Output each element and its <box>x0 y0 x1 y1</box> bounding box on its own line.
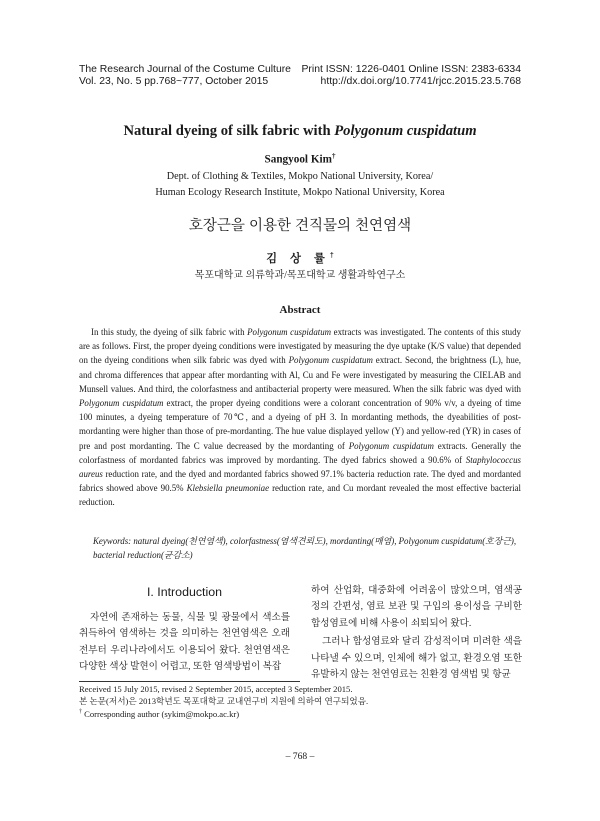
species-name: Polygonum cuspidatum <box>79 398 164 409</box>
abstract-text: In this study, the dyeing of silk fabric with <box>91 327 248 337</box>
korean-title: 호장근을 이용한 견직물의 천연염색 <box>188 218 412 234</box>
author-affiliation <box>0 169 600 201</box>
left-column <box>79 585 290 676</box>
header-row-1 <box>79 64 521 76</box>
affiliation-line-1: Dept. of Clothing & Textiles, Mokpo National University, Korea/ <box>166 171 434 182</box>
intro-paragraph-right-1: 하여 산업화, 대중화에 어려움이 많았으며, 염색공정의 간편성, 염료 보관 및 구입의 용이성을 구비한 합성염료에 비해 사용이 쇠퇴되어 왔다. <box>311 585 522 629</box>
korean-corresponding-mark: † <box>329 252 334 260</box>
intro-paragraph-right-2: 그러나 합성염료와 달리 감성적이며 미려한 색을 나타낼 수 있으며, 인체에 해가 없고, 환경오염 또한 유발하지 않는 천연염료는 친환경 염색법 및 항균 <box>311 636 522 681</box>
doi-link[interactable]: http://dx.doi.org/10.7741/rjcc.2015.23.5.768 <box>320 76 521 87</box>
korean-author-text: 김 상 률 <box>266 253 330 265</box>
abstract-heading: Abstract <box>279 304 321 316</box>
title-text: Natural dyeing of silk fabric with <box>123 123 335 139</box>
footnotes <box>79 684 368 721</box>
page-number: – 768 – <box>285 751 315 762</box>
journal-name: The Research Journal of the Costume Culture <box>79 64 291 75</box>
author-name <box>0 152 600 166</box>
corresponding-mark: † <box>331 152 336 160</box>
species-name: Polygonum cuspidatum <box>348 440 434 451</box>
right-column <box>311 583 522 683</box>
footnote-rule <box>79 681 300 682</box>
abstract-text: extracts was investigated. The contents of this study are as follows. First, the proper dyeing conditions were investigated by measuring the dye uptake (K/S value) that depended on the dyeing conditions when silk fabric was dyed with <box>79 327 521 366</box>
species-name: Polygonum cuspidatum <box>247 327 332 337</box>
abstract-text: extracts. Generally the colorfastness of mordanted fabrics was improved by mordanting. The dyed fabrics showed a 90.6% of <box>79 440 521 465</box>
korean-author <box>0 250 600 266</box>
affiliation-line-2: Human Ecology Research Institute, Mokpo National University, Korea <box>155 187 445 198</box>
abstract-text: extract. Second, the brightness (L), hue, and chroma differences that appear after mordanting with Al, Cu and Fe were investigated by measuring the CIELAB and Munsell values. And third, the colorfastness and antibacterial property were measured. When the silk fabric was dyed with <box>79 355 521 394</box>
paper-title <box>0 123 600 140</box>
species-name: Polygonum cuspidatum <box>288 355 373 366</box>
title-species: Polygonum cuspidatum <box>334 123 477 139</box>
korean-affiliation: 목포대학교 의류학과/목포대학교 생활과학연구소 <box>194 270 406 281</box>
funding-note: 본 논문(저서)은 2013학년도 목포대학교 교내연구비 지원에 의하여 연구되었음. <box>79 695 369 706</box>
header-row-2 <box>79 76 521 88</box>
corresponding-email[interactable]: Corresponding author (sykim@mokpo.ac.kr) <box>82 709 240 720</box>
page-header <box>79 64 521 88</box>
abstract-text: extract, the proper dyeing conditions were a colorant concentration of 90% v/v, a dyeing of time 100 minutes, a dyeing temperature of 70℃, and a dyeing of pH 3. In mordanting methods, the dyeabilities of post-mordanting were higher than those of pre-mordanting. The hue value displayed yellow (Y) and yellow-red (YR) in cases of pre and post mordanting. The C value decreased by the mordanting of <box>79 398 521 451</box>
volume-info: Vol. 23, No. 5 pp.768~777, October 2015 <box>79 76 269 87</box>
corresponding-author <box>79 707 368 720</box>
species-name: Klebsiella pneumoniae <box>186 483 270 494</box>
dagger-mark: † <box>79 709 82 716</box>
section-heading: I. Introduction <box>146 585 223 599</box>
species-name: Staphylococcus aureus <box>79 454 521 480</box>
abstract-text: reduction rate, and Cu mordant revealed the most effective bacterial reduction. <box>79 483 521 508</box>
intro-paragraph-left: 자연에 존재하는 동물, 식물 및 광물에서 색소를 취득하여 염색하는 것을 의미하는 천연염색은 오래전부터 우리나라에서도 이용되어 왔다. 천연염색은 다양한 색상 발현이 어렵고, 또한 염색방법이 복잡 <box>79 612 290 673</box>
keywords: Keywords: natural dyeing(천연염색), colorfastness(염색견뢰도), mordanting(매염), Polygonum cuspidatum(호장근), bacterial reduction(균감소) <box>93 536 517 560</box>
received-dates: Received 15 July 2015, revised 2 September 2015, accepted 3 September 2015. <box>79 684 353 694</box>
issn: Print ISSN: 1226-0401 Online ISSN: 2383-6334 <box>301 64 521 75</box>
abstract-body <box>79 325 521 510</box>
abstract-text: reduction rate, and the dyed and mordanted fabrics showed 97.1% bacteria reduction rate. The dyed and mordanted fabrics showed above 90.5% <box>79 469 521 494</box>
author-text: Sangyool Kim <box>264 153 332 166</box>
